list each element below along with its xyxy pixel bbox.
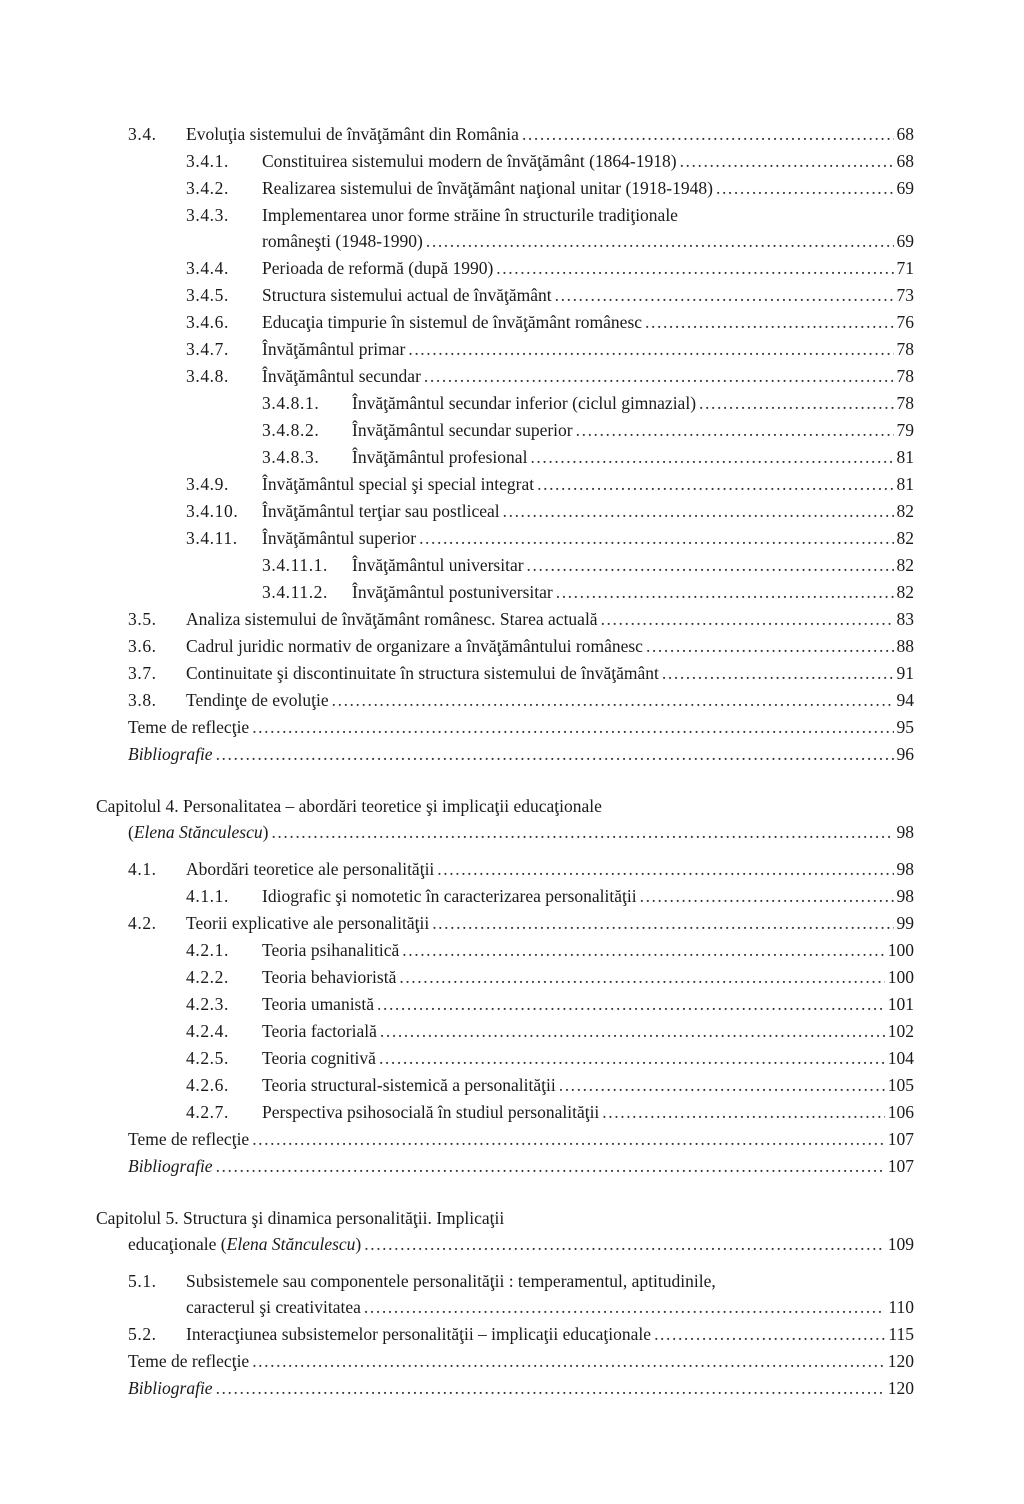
author-name: Elena Stănculescu [133, 822, 263, 842]
entry-title-line1: Implementarea unor forme străine în structurile tradiţionale [262, 205, 678, 225]
dot-leader [646, 633, 894, 659]
page-number: 100 [887, 967, 914, 987]
entry-title: Teme de reflecţie [128, 1351, 250, 1371]
entry-number: 3.4.8. [186, 366, 229, 386]
dot-leader [555, 282, 894, 308]
page-number: 82 [896, 501, 914, 521]
toc-entry-3-4-8-2 [0, 417, 1024, 443]
page-number: 78 [896, 393, 914, 413]
dot-leader [252, 1348, 885, 1374]
entry-number: 3.4.6. [186, 312, 229, 332]
entry-title: Teoria structural-sistemică a personalităţii [262, 1075, 556, 1095]
entry-title-line2: caracterul şi creativitatea [186, 1297, 361, 1317]
entry-title: Teme de reflecţie [128, 717, 250, 737]
page-number: 109 [887, 1234, 914, 1254]
entry-number: 3.4.2. [186, 178, 229, 198]
dot-leader [680, 148, 894, 174]
page-number: 76 [896, 312, 914, 332]
entry-title: Teme de reflecţie [128, 1129, 250, 1149]
entry-title: Perioada de reformă (după 1990) [262, 258, 494, 278]
page-number: 102 [887, 1021, 914, 1041]
dot-leader [377, 991, 885, 1017]
entry-title: Bibliografie [128, 1378, 213, 1398]
chapter-author [128, 819, 268, 845]
toc-entry-4-2-1 [0, 937, 1024, 963]
entry-title: Învăţământul terţiar sau postliceal [262, 501, 500, 521]
toc-entry-4-1-1 [0, 883, 1024, 909]
page-number: 81 [896, 474, 914, 494]
entry-number: 3.4.5. [186, 285, 229, 305]
toc-entry-3-4-4 [0, 255, 1024, 281]
entry-title: Învăţământul special şi special integrat [262, 474, 535, 494]
toc-entry-3-4-11-1 [0, 552, 1024, 578]
dot-leader [402, 937, 884, 963]
dot-leader [216, 1375, 885, 1401]
chapter-5-author-line [0, 1231, 1024, 1257]
page-number: 83 [896, 609, 914, 629]
page-number: 69 [896, 178, 914, 198]
page-number: 98 [896, 886, 914, 906]
entry-title: Evoluţia sistemului de învăţământ din România [186, 124, 519, 144]
entry-number: 5.2. [128, 1324, 157, 1344]
dot-leader [252, 1126, 885, 1152]
author-paren-open: ( [128, 822, 134, 842]
entry-number: 3.4.7. [186, 339, 229, 359]
entry-number: 3.4.1. [186, 151, 229, 171]
dot-leader [437, 856, 893, 882]
entry-number: 3.4.9. [186, 474, 229, 494]
entry-number: 3.4.11. [186, 528, 238, 548]
dot-leader [271, 819, 893, 845]
toc-entry-teme-4 [0, 1126, 1024, 1152]
toc-entry-3-4-8-1 [0, 390, 1024, 416]
toc-entry-4-2-3 [0, 991, 1024, 1017]
page-number: 98 [896, 822, 914, 842]
dot-leader [419, 525, 893, 551]
entry-title-line2: româneşti (1948-1990) [262, 231, 423, 251]
dot-leader [640, 883, 894, 909]
entry-title: Idiografic şi nomotetic în caracterizarea personalităţii [262, 886, 637, 906]
toc-entry-3-8 [0, 687, 1024, 713]
dot-leader [216, 741, 894, 767]
entry-title: Continuitate şi discontinuitate în structura sistemului de învăţământ [186, 663, 659, 683]
toc-entry-3-4-11 [0, 525, 1024, 551]
page-number: 104 [887, 1048, 914, 1068]
chapter-5-heading [0, 1205, 1024, 1231]
dot-leader [364, 1294, 886, 1320]
dot-leader [252, 714, 893, 740]
toc-entry-bibliografie-3 [0, 741, 1024, 767]
page-number: 107 [887, 1129, 914, 1149]
entry-title: Realizarea sistemului de învăţământ naţional unitar (1918-1948) [262, 178, 713, 198]
entry-title: Tendinţe de evoluţie [186, 690, 329, 710]
toc-entry-3-7 [0, 660, 1024, 686]
page-number: 120 [887, 1351, 914, 1371]
dot-leader [654, 1321, 885, 1347]
entry-title: Constituirea sistemului modern de învăţământ (1864-1918) [262, 151, 677, 171]
dot-leader [716, 175, 894, 201]
entry-number: 3.4.4. [186, 258, 229, 278]
toc-entry-4-2-4 [0, 1018, 1024, 1044]
entry-number: 3.4.11.1. [262, 555, 329, 575]
toc-entry-3-4-9 [0, 471, 1024, 497]
entry-number: 4.2.4. [186, 1021, 229, 1041]
page-number: 88 [896, 636, 914, 656]
page-number: 96 [896, 744, 914, 764]
dot-leader [522, 121, 894, 147]
entry-number: 3.6. [128, 636, 157, 656]
dot-leader [527, 552, 894, 578]
chapter-4-heading [0, 793, 1024, 819]
toc-entry-3-4-8 [0, 363, 1024, 389]
entry-title: Teoria factorială [262, 1021, 377, 1041]
toc-entry-3-4-5 [0, 282, 1024, 308]
page-number: 71 [896, 258, 914, 278]
page-number: 81 [896, 447, 914, 467]
entry-title: Învăţământul profesional [352, 447, 528, 467]
entry-number: 4.2.1. [186, 940, 229, 960]
entry-number: 3.4. [128, 124, 157, 144]
dot-leader [424, 363, 894, 389]
dot-leader [530, 444, 893, 470]
dot-leader [645, 309, 893, 335]
toc-entry-3-4-3-cont [0, 228, 1024, 254]
entry-number: 3.4.11.2. [262, 582, 329, 602]
page-number: 73 [896, 285, 914, 305]
entry-title: Teoria umanistă [262, 994, 374, 1014]
entry-title: Teoria behavioristă [262, 967, 397, 987]
entry-title: Structura sistemului actual de învăţământ [262, 285, 552, 305]
toc-entry-5-2 [0, 1321, 1024, 1347]
toc-entry-4-1 [0, 856, 1024, 882]
toc-entry-3-6 [0, 633, 1024, 659]
chapter-4-author-line [0, 819, 1024, 845]
toc-entry-4-2-2 [0, 964, 1024, 990]
entry-title: Teorii explicative ale personalităţii [186, 913, 430, 933]
toc-entry-teme-3 [0, 714, 1024, 740]
page-number: 78 [896, 339, 914, 359]
entry-title: Învăţământul secundar superior [352, 420, 573, 440]
entry-title: Învăţământul secundar [262, 366, 421, 386]
toc-entry-3-5 [0, 606, 1024, 632]
entry-title: Învăţământul secundar inferior (ciclul gimnazial) [352, 393, 697, 413]
dot-leader [408, 336, 893, 362]
entry-title: Analiza sistemului de învăţământ românesc. Starea actuală [186, 609, 598, 629]
entry-title: Educaţia timpurie în sistemul de învăţământ românesc [262, 312, 643, 332]
dot-leader [426, 228, 894, 254]
entry-number: 3.4.10. [186, 501, 239, 521]
dot-leader [380, 1018, 885, 1044]
entry-number: 3.8. [128, 690, 157, 710]
entry-number: 4.2.7. [186, 1102, 229, 1122]
page-number: 115 [888, 1324, 914, 1344]
dot-leader [662, 660, 894, 686]
entry-title: Bibliografie [128, 744, 213, 764]
entry-title: Învăţământul universitar [352, 555, 524, 575]
author-name: Elena Stănculescu [226, 1234, 356, 1254]
entry-title: Învăţământul postuniversitar [352, 582, 553, 602]
toc-entry-3-4-10 [0, 498, 1024, 524]
entry-title: Abordări teoretice ale personalităţii [186, 859, 435, 879]
entry-number: 3.4.3. [186, 205, 229, 225]
entry-number: 4.2.6. [186, 1075, 229, 1095]
dot-leader [576, 417, 894, 443]
chapter-title-line2 [128, 1231, 361, 1257]
chapter-title: Capitolul 5. Structura şi dinamica personalităţii. Implicaţii [96, 1208, 505, 1228]
entry-number: 4.2.2. [186, 967, 229, 987]
toc-entry-bibliografie-4 [0, 1153, 1024, 1179]
entry-number: 4.1.1. [186, 886, 229, 906]
page-number: 69 [896, 231, 914, 251]
toc-entry-3-4-7 [0, 336, 1024, 362]
entry-number: 3.5. [128, 609, 157, 629]
dot-leader [559, 1072, 885, 1098]
page-number: 95 [896, 717, 914, 737]
toc-entry-teme-5 [0, 1348, 1024, 1374]
toc-entry-bibliografie-5 [0, 1375, 1024, 1401]
toc-entry-4-2 [0, 910, 1024, 936]
entry-title: Învăţământul primar [262, 339, 406, 359]
page-number: 107 [887, 1156, 914, 1176]
dot-leader [379, 1045, 885, 1071]
toc-entry-3-4-3 [0, 202, 1024, 228]
toc-entry-3-4 [0, 121, 1024, 147]
page-number: 94 [896, 690, 914, 710]
dot-leader [432, 910, 893, 936]
author-paren-close: ) [355, 1234, 362, 1254]
page-number: 120 [887, 1378, 914, 1398]
entry-title: Bibliografie [128, 1156, 213, 1176]
toc-entry-5-1-cont [0, 1294, 1024, 1320]
toc-entry-3-4-1 [0, 148, 1024, 174]
dot-leader [556, 579, 894, 605]
entry-title: Cadrul juridic normativ de organizare a învăţământului românesc [186, 636, 643, 656]
entry-number: 4.1. [128, 859, 157, 879]
page-number: 106 [887, 1102, 914, 1122]
dot-leader [496, 255, 893, 281]
entry-number: 4.2. [128, 913, 157, 933]
entry-number: 3.4.8.3. [262, 447, 320, 467]
page-number: 100 [887, 940, 914, 960]
dot-leader [364, 1231, 885, 1257]
chapter-title: Capitolul 4. Personalitatea – abordări teoretice şi implicaţii educaţionale [96, 796, 602, 816]
dot-leader [602, 1099, 884, 1125]
toc-entry-4-2-7 [0, 1099, 1024, 1125]
toc-entry-4-2-6 [0, 1072, 1024, 1098]
toc-entry-3-4-6 [0, 309, 1024, 335]
dot-leader [601, 606, 894, 632]
entry-title: Învăţământul superior [262, 528, 417, 548]
entry-title: Teoria cognitivă [262, 1048, 376, 1068]
page-number: 68 [896, 151, 914, 171]
page-number: 82 [896, 555, 914, 575]
toc-entry-5-1 [0, 1268, 1024, 1294]
toc-entry-3-4-8-3 [0, 444, 1024, 470]
page-number: 79 [896, 420, 914, 440]
entry-number: 3.4.8.1. [262, 393, 320, 413]
toc-entry-3-4-2 [0, 175, 1024, 201]
page-number: 78 [896, 366, 914, 386]
entry-number: 5.1. [128, 1271, 157, 1291]
page-number: 98 [896, 859, 914, 879]
page-number: 105 [887, 1075, 914, 1095]
page-number: 82 [896, 528, 914, 548]
entry-number: 4.2.3. [186, 994, 229, 1014]
page-number: 82 [896, 582, 914, 602]
page-number: 101 [887, 994, 914, 1014]
entry-number: 3.4.8.2. [262, 420, 320, 440]
page-number: 68 [896, 124, 914, 144]
dot-leader [537, 471, 893, 497]
author-paren-close: ) [262, 822, 269, 842]
entry-title-line1: Subsistemele sau componentele personalităţii : temperamentul, aptitudinile, [186, 1271, 716, 1291]
entry-number: 4.2.5. [186, 1048, 229, 1068]
page-number: 110 [888, 1297, 914, 1317]
entry-number: 3.7. [128, 663, 157, 683]
dot-leader [332, 687, 894, 713]
entry-title: Interacţiunea subsistemelor personalităţii – implicaţii educaţionale [186, 1324, 652, 1344]
chapter-title-cont: educaţionale ( [128, 1234, 227, 1254]
dot-leader [503, 498, 894, 524]
toc-entry-3-4-11-2 [0, 579, 1024, 605]
dot-leader [699, 390, 893, 416]
entry-title: Perspectiva psihosocială în studiul personalităţii [262, 1102, 600, 1122]
dot-leader [216, 1153, 885, 1179]
page-number: 91 [896, 663, 914, 683]
toc-entry-4-2-5 [0, 1045, 1024, 1071]
page-number: 99 [896, 913, 914, 933]
dot-leader [399, 964, 884, 990]
entry-title: Teoria psihanalitică [262, 940, 400, 960]
